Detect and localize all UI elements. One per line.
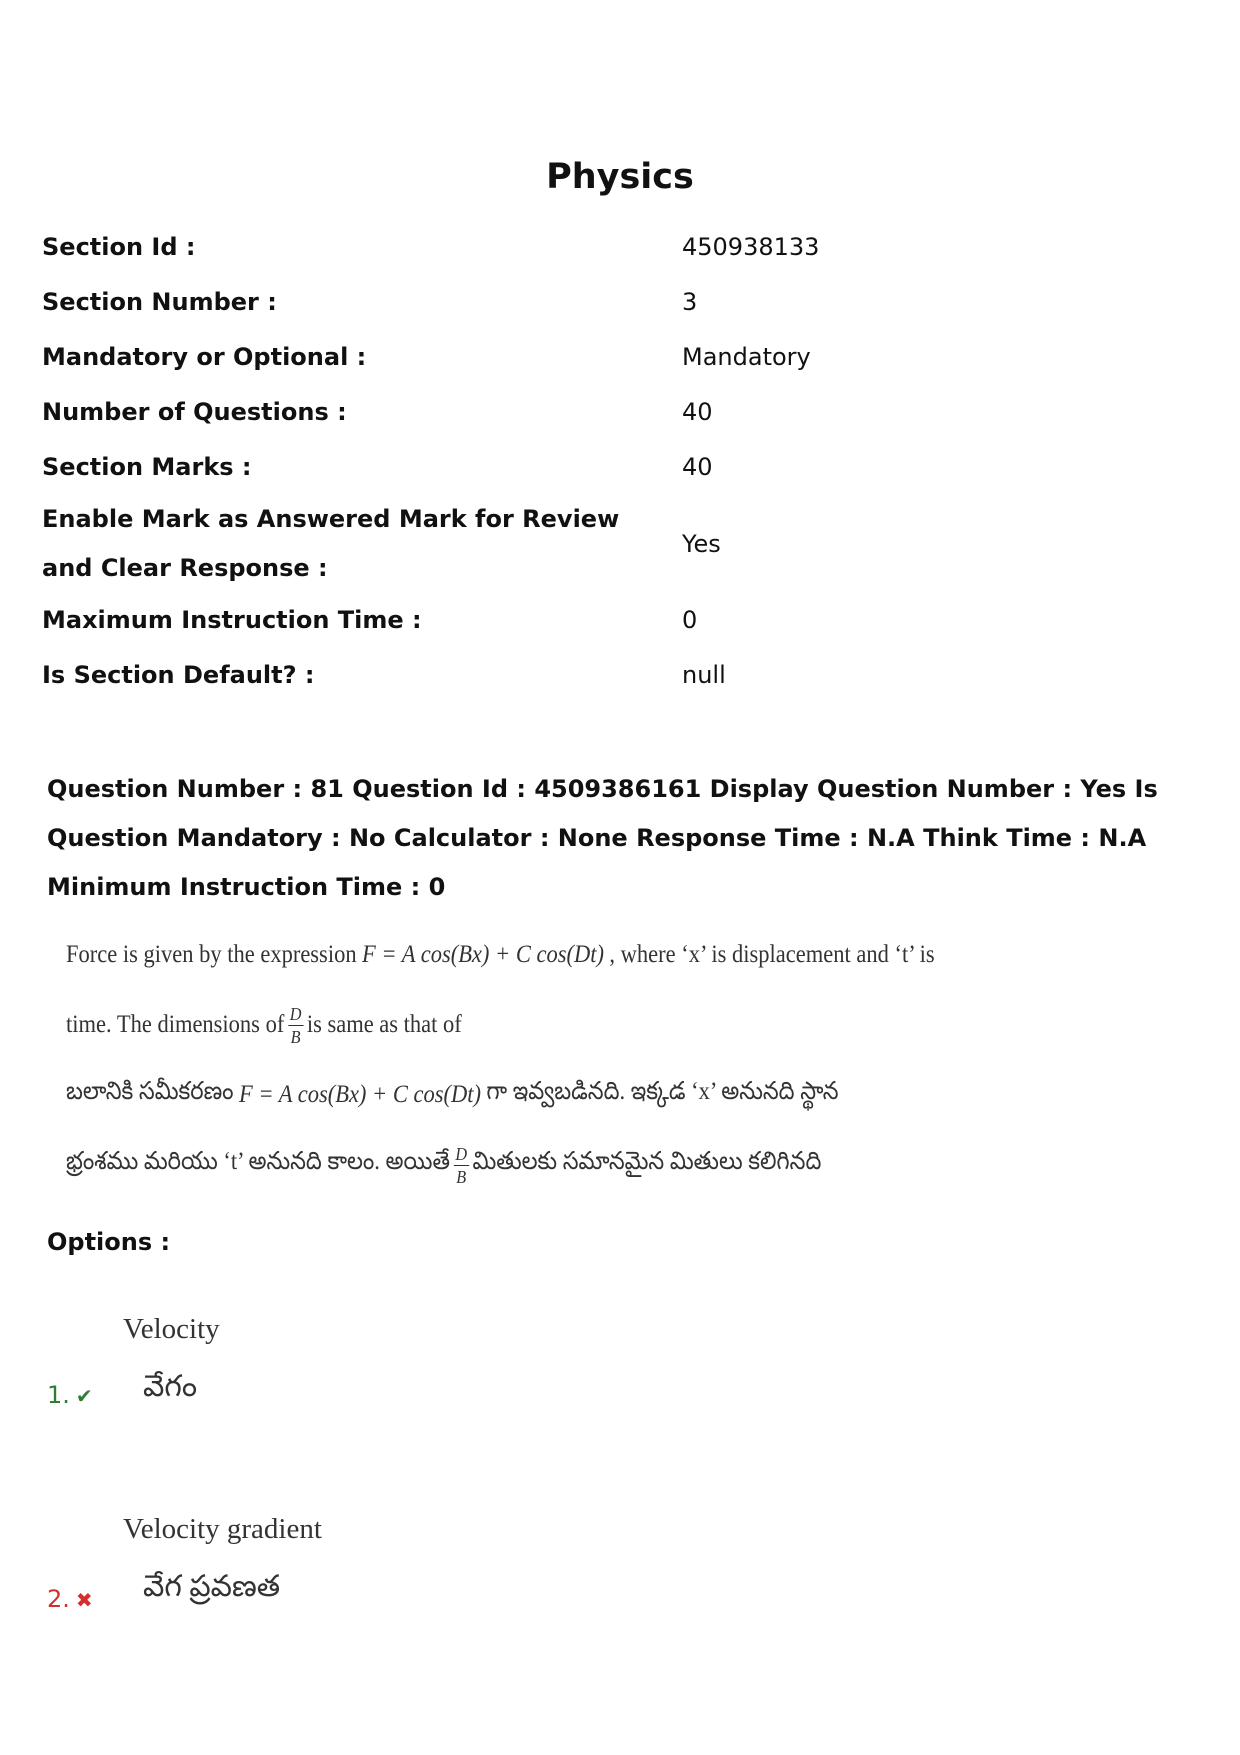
question-en-line-1: [66, 920, 935, 990]
force-equation-te: F = A cos(Bx) + C cos(Dt): [238, 1081, 481, 1108]
question-en-line-1-post: , where ‘x’ is displacement and ‘t’ is: [609, 941, 935, 968]
option-2-text: [123, 1500, 322, 1616]
section-marks-label: Section Marks :: [42, 453, 252, 481]
number-of-questions-value: 40: [682, 398, 713, 426]
mandatory-optional-label: Mandatory or Optional :: [42, 343, 367, 371]
enable-mark-row: [42, 495, 1202, 593]
fraction-numerator-te: D: [455, 1143, 468, 1164]
fraction-numerator: D: [289, 1003, 302, 1024]
max-instruction-time-value: 0: [682, 606, 698, 634]
section-id-row: [42, 220, 1202, 275]
question-te-line-2-post: మితులకు సమానమైన మితులు కలిగినది: [472, 1148, 822, 1175]
option-1-te: వేగం: [143, 1370, 198, 1403]
d-over-b-fraction: [288, 1005, 303, 1046]
cross-icon: ✖: [75, 1588, 93, 1612]
question-te-line-2-pre: భ్రంశము మరియు ‘t’ అనునది కాలం. అయితే: [66, 1148, 451, 1175]
section-id-value: 450938133: [682, 233, 820, 261]
section-number-row: [42, 275, 1202, 330]
check-icon: ✔: [75, 1384, 93, 1408]
section-marks-row: [42, 440, 1202, 495]
number-of-questions-label: Number of Questions :: [42, 398, 347, 426]
section-default-label: Is Section Default? :: [42, 661, 315, 689]
mandatory-optional-row: [42, 330, 1202, 385]
option-1-index: 1.: [47, 1381, 70, 1409]
question-en-line-2: [66, 990, 858, 1060]
option-2-number: [47, 1584, 93, 1615]
option-2[interactable]: [47, 1500, 647, 1640]
question-text: [66, 920, 935, 1200]
question-te-line-2: [66, 1130, 858, 1200]
option-2-index: 2.: [47, 1585, 70, 1613]
section-default-row: [42, 648, 1202, 703]
question-te-line-1-post: గా ఇవ్వబడినది. ఇక్కడ ‘x’ అనునది స్థాన: [486, 1078, 839, 1105]
section-info-table: [42, 220, 1202, 703]
question-te-line-1-pre: బలానికి సమీకరణం: [66, 1078, 234, 1105]
enable-mark-label: Enable Mark as Answered Mark for Review and Clear Response :: [42, 505, 620, 582]
section-number-value: 3: [682, 288, 698, 316]
option-1-number: [47, 1380, 93, 1411]
page-title: Physics: [546, 157, 694, 197]
option-1-text: [123, 1300, 220, 1416]
question-en-line-2-post: is same as that of: [306, 1011, 462, 1038]
number-of-questions-row: [42, 385, 1202, 440]
section-default-value: null: [682, 661, 726, 689]
mandatory-optional-value: Mandatory: [682, 343, 811, 371]
max-instruction-time-row: [42, 593, 1202, 648]
fraction-denominator-te: B: [456, 1166, 467, 1187]
question-en-line-2-pre: time. The dimensions of: [66, 1011, 285, 1038]
option-1-en: Velocity: [123, 1313, 220, 1345]
question-meta: Question Number : 81 Question Id : 4509386161 Display Question Number : Yes Is Question Mandatory : No Calculator : None Response Time : N.A Think Time : N.A Minimum Instruction Time : 0: [47, 775, 1158, 901]
option-2-en: Velocity gradient: [123, 1513, 322, 1545]
question-en-line-1-pre: Force is given by the expression: [66, 941, 357, 968]
options-label: Options :: [47, 1228, 171, 1256]
question-te-line-1: [66, 1060, 858, 1130]
max-instruction-time-label: Maximum Instruction Time :: [42, 606, 422, 634]
enable-mark-value: Yes: [682, 529, 721, 558]
option-2-te: వేగ ప్రవణత: [143, 1570, 281, 1603]
fraction-denominator: B: [290, 1026, 301, 1047]
force-equation: F = A cos(Bx) + C cos(Dt): [361, 941, 604, 968]
section-number-label: Section Number :: [42, 288, 277, 316]
section-id-label: Section Id :: [42, 233, 196, 261]
d-over-b-fraction-te: [454, 1145, 469, 1186]
option-1[interactable]: [47, 1300, 647, 1440]
section-marks-value: 40: [682, 453, 713, 481]
